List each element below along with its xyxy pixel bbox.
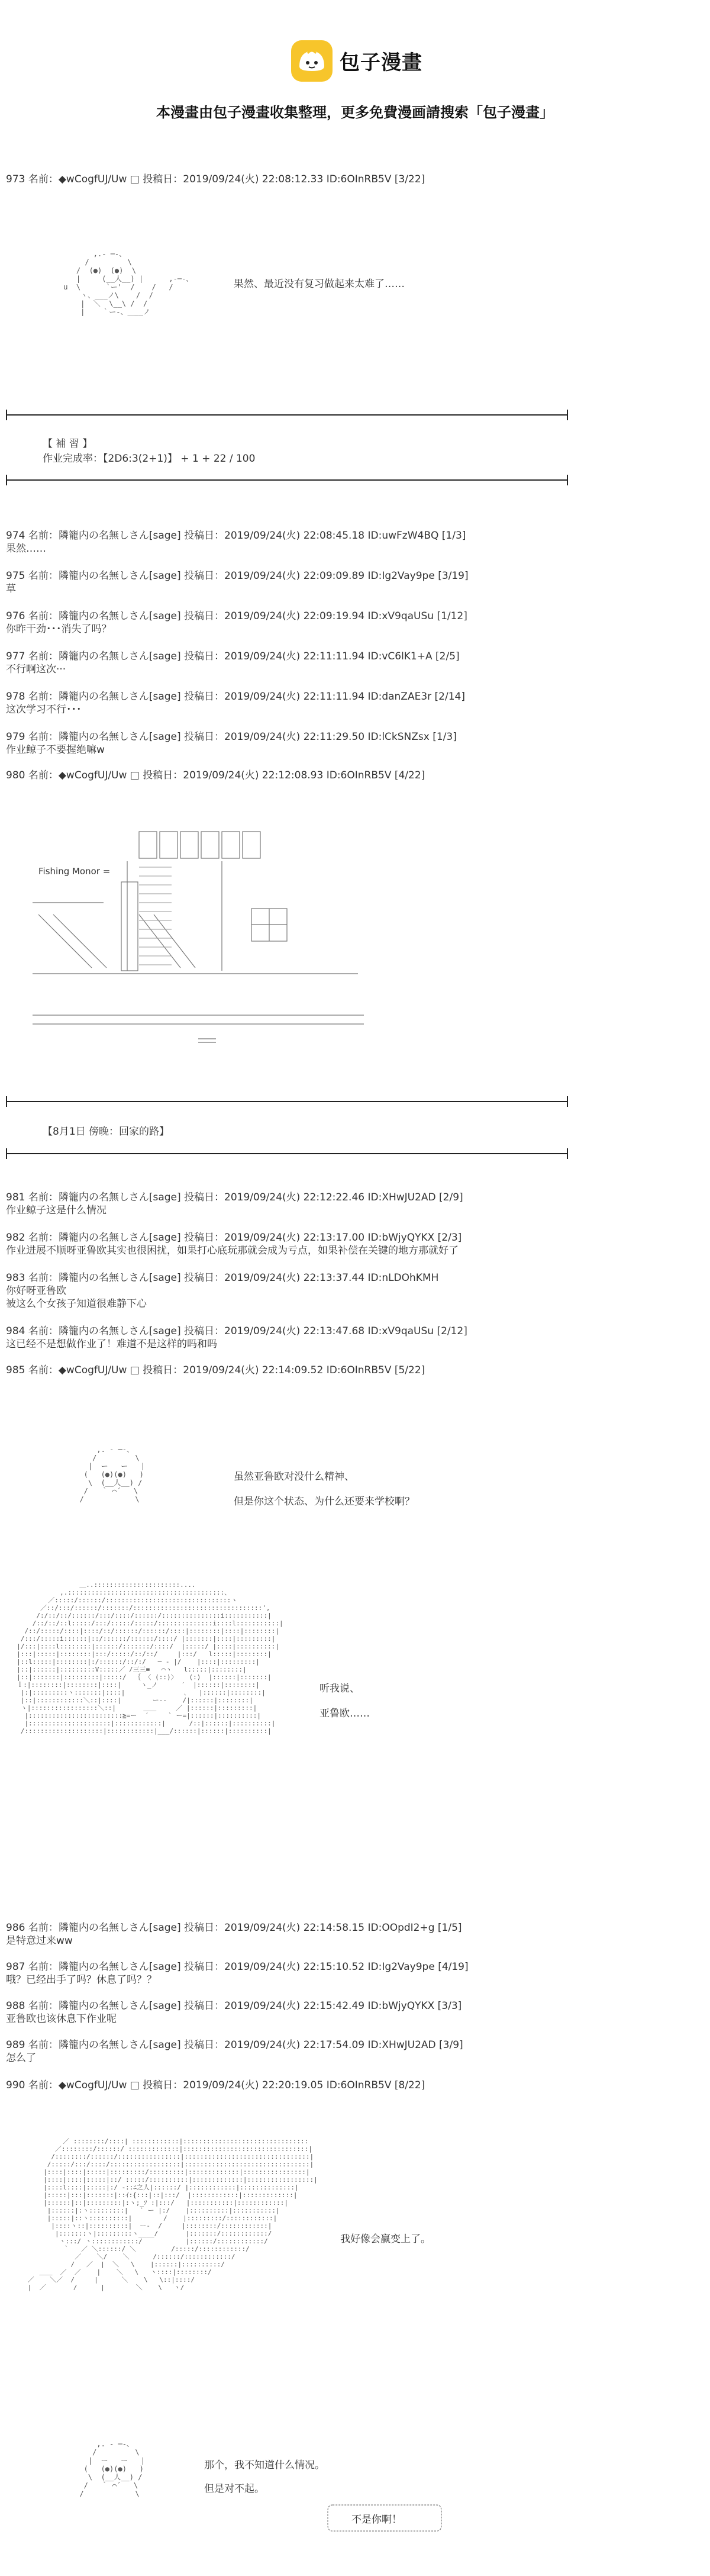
post-body-983b: 被这么个女孩子知道很难静下心 xyxy=(6,1298,147,1310)
post-body-986: 是特意过来ww xyxy=(6,1935,73,1947)
post-header-989: 989 名前：隣籠内の名無しさん[sage] 投稿日：2019/09/24(火) 22:17:54.09 ID:XHwJU2AD [3/9] xyxy=(6,2039,463,2051)
post-header-978: 978 名前：隣籠内の名無しさん[sage] 投稿日：2019/09/24(火) 22:11:11.94 ID:danZAE3r [2/14] xyxy=(6,691,465,703)
brand-name[interactable]: 包子漫畫 xyxy=(340,51,422,75)
character-ascii-art: ,. - ─-、 / \ | ー ー | ( (●)(●) ) \ (__人__) / / ｀ ⌒´ \ / \ xyxy=(79,1445,146,1503)
divider-rule xyxy=(6,1101,568,1102)
dialogue-line: 但是你这个状态、为什么还要来学校啊？ xyxy=(234,1496,415,1508)
post-header-980: 980 名前：◆wCogfUJ/Uw □ 投稿日：2019/09/24(火) 22:12:08.93 ID:6OInRB5V [4/22] xyxy=(6,769,425,781)
dialogue-line: 但是对不起。 xyxy=(204,2483,264,2495)
post-body-988: 亚鲁欧也该休息下作业呢 xyxy=(6,2013,117,2025)
status-title: 【 補 習 】 xyxy=(43,438,93,450)
post-header-977: 977 名前：隣籠内の名無しさん[sage] 投稿日：2019/09/24(火) 22:11:11.94 ID:vC6lK1+A [2/5] xyxy=(6,651,460,662)
post-body-982: 作业进展不顺呀亚鲁欧其实也很困扰，如果打心底玩那就会成为亏点，如果补偿在关键的地方那就好了 xyxy=(6,1245,459,1257)
divider-rule xyxy=(6,479,568,481)
section-title: 【8月1日 傍晚：回家的路】 xyxy=(43,1126,170,1138)
post-body-983: 你好呀亚鲁欧 xyxy=(6,1285,66,1297)
post-body-984: 这已经不是想做作业了！难道不是这样的吗和吗 xyxy=(6,1338,217,1350)
site-header xyxy=(0,0,710,166)
post-header-985: 985 名前：◆wCogfUJ/Uw □ 投稿日：2019/09/24(火) 22:14:09.52 ID:6OInRB5V [5/22] xyxy=(6,1364,425,1376)
bun-logo-icon[interactable] xyxy=(291,40,333,82)
post-header-975: 975 名前：隣籠内の名無しさん[sage] 投稿日：2019/09/24(火) 22:09:09.89 ID:Ig2Vay9pe [3/19] xyxy=(6,570,469,582)
post-header-976: 976 名前：隣籠内の名無しさん[sage] 投稿日：2019/09/24(火) 22:09:19.94 ID:xV9qaUSu [1/12] xyxy=(6,610,467,622)
character-ascii-art: ,. - ─-、 / \ | ー ー | ( (●)(●) ) \ (__人__) / / ｀ ⌒´ \ / \ xyxy=(79,2440,146,2498)
post-header-990: 990 名前：◆wCogfUJ/Uw □ 投稿日：2019/09/24(火) 22:20:19.05 ID:6OInRB5V [8/22] xyxy=(6,2079,425,2091)
post-header-973: 973 名前：◆wCogfUJ/Uw □ 投稿日：2019/09/24(火) 22:08:12.33 ID:6OInRB5V [3/22] xyxy=(6,173,425,185)
divider-rule xyxy=(6,1153,568,1154)
post-body-974: 果然…… xyxy=(6,543,46,555)
post-header-984: 984 名前：隣籠内の名無しさん[sage] 投稿日：2019/09/24(火) 22:13:47.68 ID:xV9qaUSu [2/12] xyxy=(6,1325,467,1337)
post-body-977: 不行啊这次··· xyxy=(6,664,66,675)
thread-content xyxy=(0,166,710,2576)
dialogue-line: 听我说、 xyxy=(320,1683,360,1695)
classroom-scene xyxy=(33,826,364,1068)
post-header-982: 982 名前：隣籠内の名無しさん[sage] 投稿日：2019/09/24(火) 22:13:17.00 ID:bWjyQYKX [2/3] xyxy=(6,1232,462,1244)
tagline: 本漫畫由包子漫畫收集整理，更多免費漫画請搜索「包子漫畫」 xyxy=(156,104,554,121)
dialogue-line: 我好像会赢变上了。 xyxy=(340,2233,431,2245)
dialogue-line: 虽然亚鲁欧对没什么精神、 xyxy=(234,1471,354,1483)
post-body-987: 哦？已经出手了吗？休息了吗？？ xyxy=(6,1974,157,1986)
character-ascii-art: ,.- ─-、 / \ / (●) (●) \ | (__人__) | ,-─-、 u \ `ー' / / / ヽ、___ノ\ / / | ＼ \__\ / / | ｀ー-、＿__ノ xyxy=(63,250,193,316)
post-header-988: 988 名前：隣籠内の名無しさん[sage] 投稿日：2019/09/24(火) 22:15:42.49 ID:bWjyQYKX [3/3] xyxy=(6,2000,462,2012)
post-body-989: 怎么了 xyxy=(6,2052,36,2064)
dialogue-line: 亚鲁欧…… xyxy=(320,1708,370,1720)
post-header-987: 987 名前：隣籠内の名無しさん[sage] 投稿日：2019/09/24(火) 22:15:10.52 ID:Ig2Vay9pe [4/19] xyxy=(6,1961,469,1973)
dialogue-line: 果然、最近没有复习做起来太难了…… xyxy=(234,278,405,290)
speech-bubble xyxy=(325,2503,444,2533)
post-header-983: 983 名前：隣籠内の名無しさん[sage] 投稿日：2019/09/24(火) 22:13:37.44 ID:nLDOhKMH xyxy=(6,1272,439,1284)
post-header-974: 974 名前：隣籠内の名無しさん[sage] 投稿日：2019/09/24(火) 22:08:45.18 ID:uwFzW4BQ [1/3] xyxy=(6,530,466,542)
post-header-981: 981 名前：隣籠内の名無しさん[sage] 投稿日：2019/09/24(火) 22:12:22.46 ID:XHwJU2AD [2/9] xyxy=(6,1192,463,1203)
post-body-975: 草 xyxy=(6,583,16,595)
fishing-label: Fishing Monor = xyxy=(38,866,111,877)
divider-rule xyxy=(6,414,568,416)
dialogue-line: 那个，我不知道什么情况。 xyxy=(204,2459,325,2471)
girl-ascii-art: ／ ::::::::/::::| ::::::::::::|:::::::::::::::::::::::::::::::: ／::::::::/::::::/ :::::::::::::|::::::::::::::::::::::::::::::::| /::::::::/::::::/::::::::::::::::|::::::::::::::::::::::::::::::::| /:::::/:::/::::/::::::::::::::::::|::::::::::::::::::::::::::::::::| |::::|::::|:::::|:::::::::/:::::::::|:::::::::::::|::::::::::::::::| |::::|::::|:::::|::/ :::::/::::::::::|:::::::::::::|:::::::::::::::::| |::::l::::|:::::|:/ -::ﾆ之人|::::::/ |::::::::::::|::::::::::::::| |:::::|:::|:::::::|::ｲ:{:::|::|:::/ |::::::::::::|:::::::::::::| |::::::|::|:::::::::|:ヽ;_ｿ :|:::/ |:::::::::::|::::::::::::| |::::::|:ヽ:::::::::| ` ー |:/ |::::::::::|:::::::::::| |:::::|::ヽ::::::::::| / |:::::::::/::::::::::::| |::::ヽ::|::::::::::| ー‐ / |::::::::/::::::::::::| |:::::::ヽ|:::::::::ヽ____/ |:::::::/::::::::::::/ ヽ:::/ ヽ::::::::::::/ |::::::/::::::::::::/ ｀ ／ ＼::::::/ ＼ /:::::/::::::::::::/ ／ ＼/ ＼ /::::::/::::::::::::/ / ／ | ＼ \ |::::::|::::::::::/ ＿＿ ／ ／ | ＼ \ ヽ::::|::::::::/ ／ ＼／ / | ＼ \ \::|::::/ | ／ / | ＼ \ ヽ/ xyxy=(27,2137,318,2291)
bubble-text: 不是你啊！ xyxy=(351,2514,402,2526)
girl-ascii-art: ＿..::::::::::::::::::::::.... ,.::::::::::::::::::::::::::::::::::::::::、 ／:::::/::::::/::::::::::::::::::::::::::::::::ヽ ／::/:::/::::::/:::::::/:::::::::::::::::::::::::::::::::', /:/::/::/::::::/:::/::::/::::::/:::::::::::::::i:::::::::::| /::/::/::l:::::/:::/:::::/:::::/::::::::::::::i::::l:::::::::::| /::/:::::/::::|::::/::/::::::/::::::/::::|::::::::|::::|::::::::| /:::/:::::i::::::|::/::::::/::::::/::::/ |:::::::|::::|:::::::::| |/:::|::::l::::::::|::::::/:::::::/::::/ |:::::/ |::::|::::::::::| |:::|:::::|::::::::|:::/:::::/::/::/ |:::/ l:::::|::::::::| |::l:::::|::::::::|:/::::::/::/:/ ─ - |/ |::::|:::::::::| |::|::::::|:::::::::V:::::／ /三三≡ ⌒ヽ l:::::|::::::::| |::|:::::::|:::::::::|:::::/ ｛ 〈 (::)〉 (:) |::::::|:::::::| ｌ:|::::::::|::::::::|::::| ヽ_ノ ′ |::::::|::::::::| |:|:::::::::ヽ:::::::|::::| ､ |::::::|::::::::| |::|::::::::::::＼::|::::| ー‐- /|::::::|::::::::| ヽ|:::::::::::::::::＼::| ＿＿ ／ |::::::|:::::::::| |::::::::::::::::::::::::≧=ー ´ ` ー=|::::::|::::::::::| |:::::::::::::::::::::|::::::::::::| /::|::::::|::::::::::| /::::::::::::::::::::|::::::::::::|___/::::::|::::::|::::::::::| xyxy=(17,1581,283,1735)
post-header-979: 979 名前：隣籠内の名無しさん[sage] 投稿日：2019/09/24(火) 22:11:29.50 ID:lCkSNZsx [1/3] xyxy=(6,731,457,743)
post-body-976: 你昨干劲･･･消失了吗？ xyxy=(6,623,112,635)
post-header-986: 986 名前：隣籠内の名無しさん[sage] 投稿日：2019/09/24(火) 22:14:58.15 ID:OOpdI2+g [1/5] xyxy=(6,1922,462,1934)
status-progress: 作业完成率：【2D6:3(2+1)】 + 1 + 22 / 100 xyxy=(43,453,256,465)
post-body-981: 作业鲸子这是什么情况 xyxy=(6,1205,106,1216)
post-body-978: 这次学习不行･･･ xyxy=(6,704,82,716)
post-body-979: 作业鲸子不要握绝嘛w xyxy=(6,744,105,756)
